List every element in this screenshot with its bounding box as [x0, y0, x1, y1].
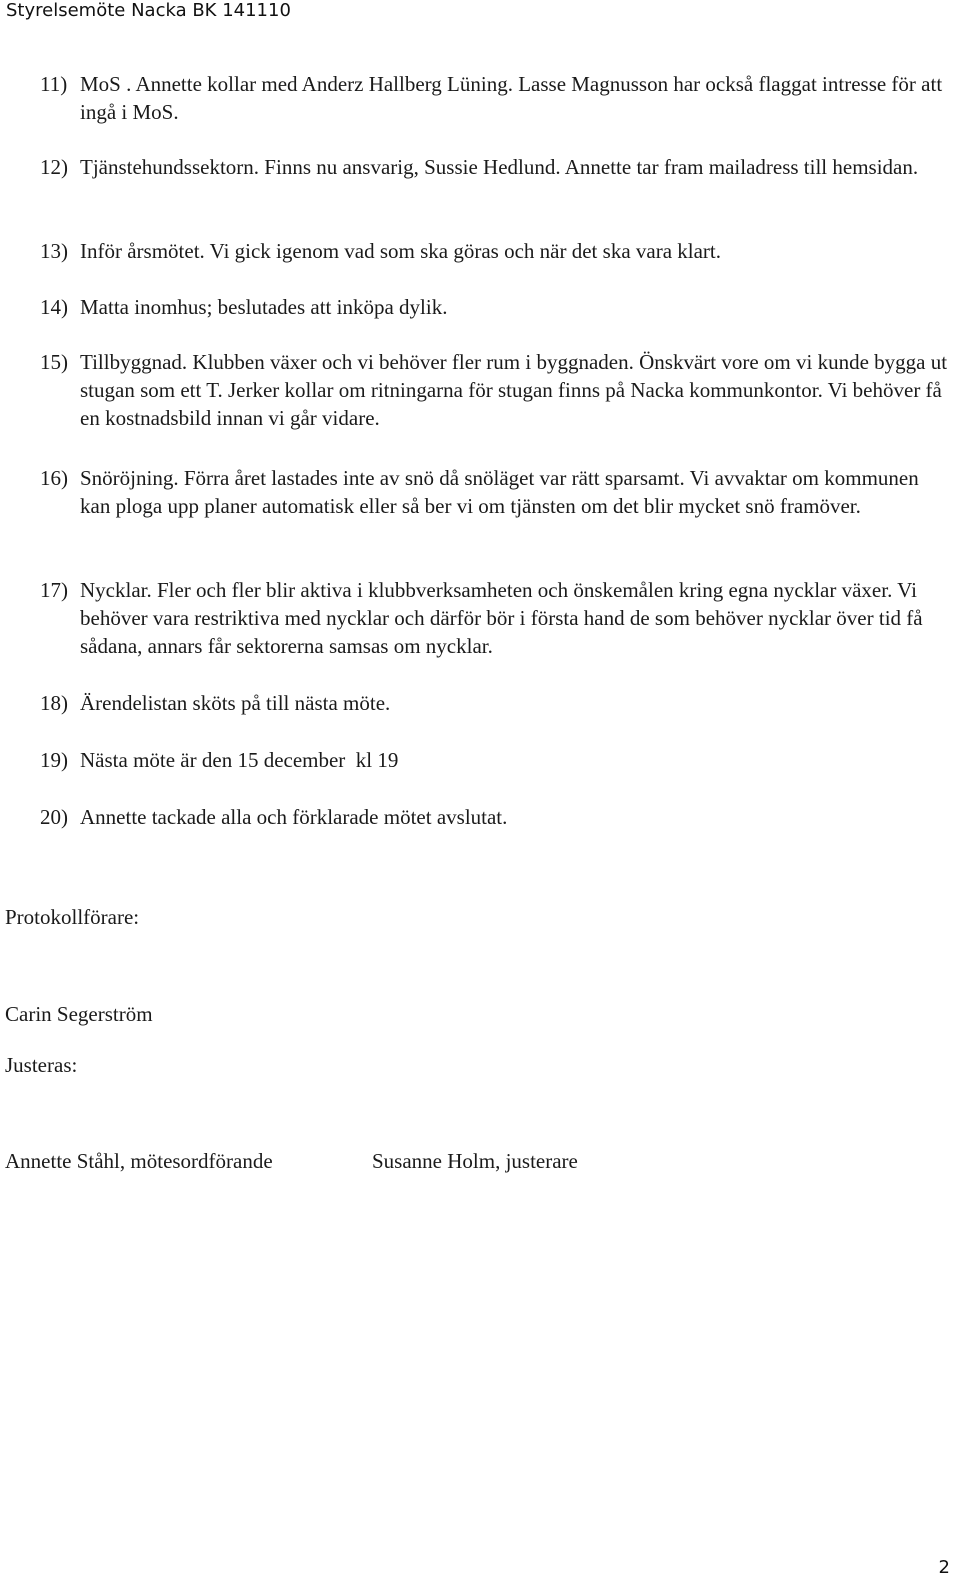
protokollforare-label: Protokollförare:: [5, 905, 140, 929]
agenda-item-16: [40, 464, 950, 520]
agenda-item-text: Matta inomhus; beslutades att inköpa dylik.: [80, 295, 448, 319]
agenda-item-number: 20): [40, 805, 68, 829]
agenda-item-19: [40, 746, 950, 774]
agenda-item-text: Tjänstehundssektorn. Finns nu ansvarig, Sussie Hedlund. Annette tar fram mailadress till hemsidan.: [80, 155, 919, 179]
agenda-item-number: 18): [40, 691, 68, 715]
agenda-item-text: Annette tackade alla och förklarade mötet avslutat.: [80, 805, 508, 829]
agenda-item-text: Ärendelistan sköts på till nästa möte.: [80, 691, 391, 715]
agenda-item-number: 16): [40, 466, 68, 490]
agenda-item-number: 14): [40, 295, 68, 319]
agenda-item-number: 13): [40, 239, 68, 263]
page-header-title: Styrelsemöte Nacka BK 141110: [6, 0, 291, 21]
agenda-item-number: 19): [40, 748, 68, 772]
agenda-item-20: [40, 803, 950, 831]
agenda-item-12: [40, 153, 950, 181]
agenda-item-number: 12): [40, 155, 68, 179]
agenda-item-14: [40, 293, 950, 321]
agenda-item-18: [40, 689, 950, 717]
agenda-item-number: 17): [40, 578, 68, 602]
agenda-item-13: [40, 237, 950, 265]
agenda-item-17: [40, 576, 958, 660]
adjuster-signature-name: Susanne Holm, justerare: [372, 1149, 578, 1173]
agenda-item-text: Tillbyggnad. Klubben växer och vi behöver fler rum i byggnaden. Önskvärt vore om vi kunde bygga ut stugan som ett T. Jerker kollar om ritningarna för stugan finns på Nacka kommunkontor. Vi behöver få en kostnadsbild innan vi går vidare.: [80, 350, 948, 430]
agenda-item-text: Inför årsmötet. Vi gick igenom vad som ska göras och när det ska vara klart.: [80, 239, 722, 263]
agenda-item-11: [40, 70, 950, 126]
agenda-item-text: Nästa möte är den 15 december kl 19: [80, 748, 399, 772]
protokollforare-name: Carin Segerström: [5, 1002, 153, 1026]
justeras-label: Justeras:: [5, 1053, 78, 1077]
agenda-item-text: Nycklar. Fler och fler blir aktiva i klubbverksamheten och önskemålen kring egna nycklar växer. Vi behöver vara restriktiva med nycklar och därför bör i första hand de som behöver nycklar över tid få sådana, annars får sektorerna samsas om nycklar.: [80, 578, 923, 658]
agenda-item-15: [40, 348, 950, 432]
page-number: 2: [938, 1557, 950, 1578]
chair-signature-name: Annette Ståhl, mötesordförande: [5, 1149, 273, 1173]
agenda-item-number: 15): [40, 350, 68, 374]
agenda-item-text: MoS . Annette kollar med Anderz Hallberg Lüning. Lasse Magnusson har också flaggat intresse för att ingå i MoS.: [80, 72, 943, 124]
agenda-item-text: Snöröjning. Förra året lastades inte av snö då snöläget var rätt sparsamt. Vi avvaktar om kommunen kan ploga upp planer automatisk eller så ber vi om tjänsten om det blir mycket snö framöver.: [80, 466, 919, 518]
agenda-item-number: 11): [40, 72, 68, 96]
